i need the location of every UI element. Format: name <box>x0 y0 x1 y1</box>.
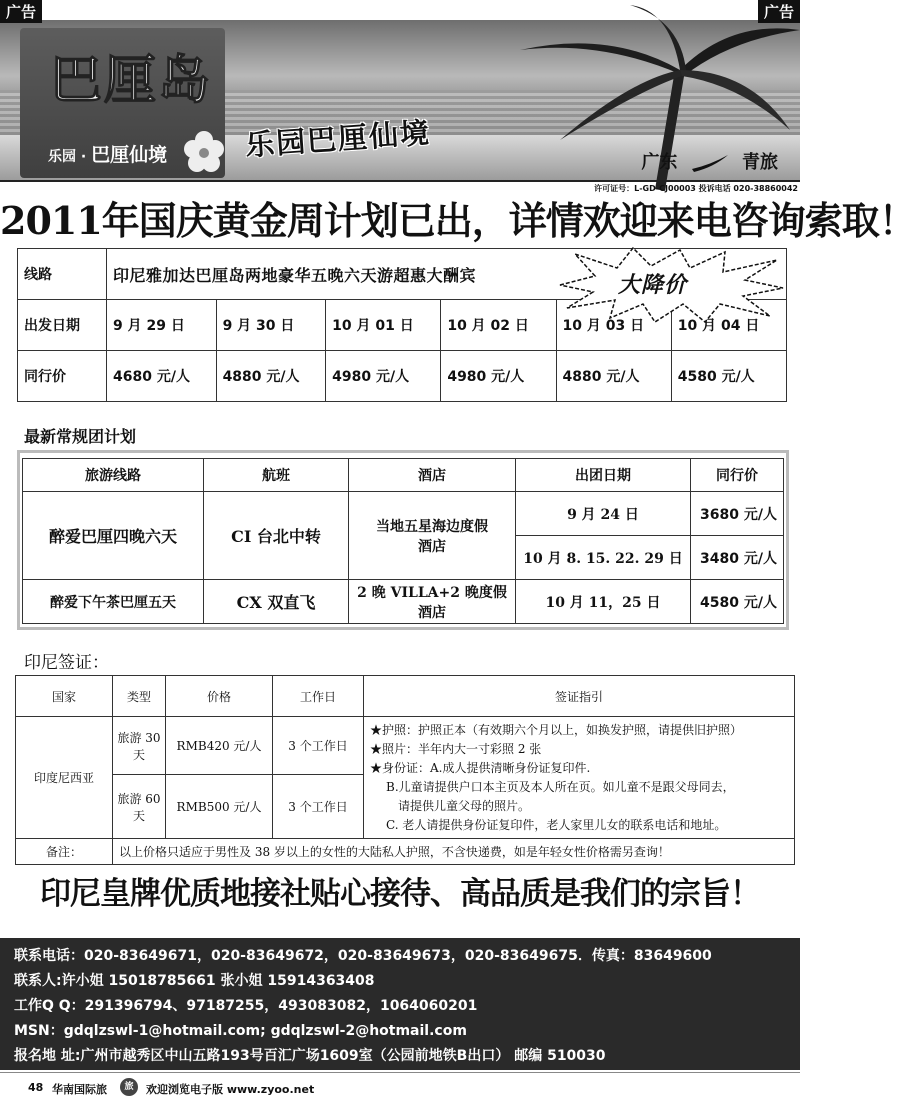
type-cell: 旅游 60 天 <box>113 775 166 839</box>
col-header: 价格 <box>166 676 273 717</box>
visa-table <box>15 675 795 865</box>
date-cell: 9 月 30 日 <box>216 300 326 351</box>
contact-panel <box>0 938 800 1070</box>
table-header-row <box>23 459 784 492</box>
guide-line: B.儿童请提供户口本主页及本人所在页。如儿童不是跟父母同去， <box>386 779 735 794</box>
col-header: 旅游线路 <box>23 459 204 492</box>
table-row <box>16 717 795 775</box>
guide-line: ★身份证：A.成人提供清晰身份证复印件. <box>370 760 591 775</box>
guide-line: ★护照：护照正本（有效期六个月以上，如换发护照，请提供旧护照） <box>370 722 743 737</box>
table-row <box>23 492 784 536</box>
table-row <box>16 839 795 865</box>
col-header: 类型 <box>113 676 166 717</box>
table-row <box>23 580 784 624</box>
price-cell: RMB420 元/人 <box>166 717 273 775</box>
price-cell: 4580 元/人 <box>671 351 786 402</box>
note-text: 以上价格只适应于男性及 38 岁以上的女性的大陆私人护照，不含快递费，如是年轻女性价格需另查询！ <box>113 839 795 865</box>
price-cell: 4680 元/人 <box>107 351 217 402</box>
license-text: 许可证号：L-GD-CJ00003 投诉电话 020-38860042 <box>594 184 798 193</box>
price-cell: 4880 元/人 <box>556 351 671 402</box>
contact-msn: MSN：gdqlzswl-1@hotmail.com; gdqlzswl-2@hotmail.com <box>14 1023 467 1039</box>
hotel-cell: 2 晚 VILLA+2 晚度假酒店 <box>349 580 516 624</box>
price-cell: 4980 元/人 <box>326 351 441 402</box>
banner-slogan: 乐园巴厘仙境 <box>244 115 433 163</box>
ad-tag-left: 广告 <box>0 0 42 23</box>
headline: 2011年国庆黄金周计划已出，详情欢迎来电咨询索取！ <box>0 198 916 243</box>
regular-table <box>22 458 784 624</box>
route-cell: 醉爱巴厘四晚六天 <box>23 492 204 580</box>
date-cell: 10 月 8. 15. 22. 29 日 <box>516 536 691 580</box>
ad-tag-right: 广告 <box>758 0 800 23</box>
price-cell: RMB500 元/人 <box>166 775 273 839</box>
date-cell: 10 月 04 日 <box>671 300 786 351</box>
swoosh-icon <box>690 153 730 173</box>
col-header: 酒店 <box>349 459 516 492</box>
guide-line: C. 老人请提供身份证复印件，老人家里儿女的联系电话和地址。 <box>386 817 727 832</box>
note-label: 备注： <box>16 839 113 865</box>
table-row <box>18 351 787 402</box>
hotel-cell: 当地五星海边度假酒店 <box>349 492 516 580</box>
table-header-row <box>16 676 795 717</box>
route-label: 线路 <box>18 249 107 300</box>
date-cell: 10 月 03 日 <box>556 300 671 351</box>
price-cell: 4880 元/人 <box>216 351 326 402</box>
contact-address: 报名地 址:广州市越秀区中山五路193号百汇广场1609室（公园前地铁B出口） 邮编 510030 <box>14 1048 606 1064</box>
page-number: 48 <box>28 1081 44 1094</box>
date-cell: 10 月 11，25 日 <box>516 580 691 624</box>
col-header: 航班 <box>204 459 349 492</box>
type-cell: 旅游 30 天 <box>113 717 166 775</box>
visa-guide <box>364 717 795 839</box>
magazine-logo-icon: 旅 <box>120 1078 138 1096</box>
magazine-name: 华南国际旅 <box>52 1083 107 1096</box>
footer <box>0 1072 800 1101</box>
col-header: 国家 <box>16 676 113 717</box>
visa-title: 印尼签证： <box>24 653 109 673</box>
footer-tagline: 欢迎浏览电子版 www.zyoo.net <box>146 1083 315 1096</box>
route-cell: 醉爱下午茶巴厘五天 <box>23 580 204 624</box>
price-label: 同行价 <box>18 351 107 402</box>
price-cell: 4980 元/人 <box>441 351 556 402</box>
date-cell: 10 月 02 日 <box>441 300 556 351</box>
banner <box>0 20 800 193</box>
guide-line: ★照片：半年内大一寸彩照 2 张 <box>370 741 542 756</box>
flight-cell: CI 台北中转 <box>204 492 349 580</box>
workdays-cell: 3 个工作日 <box>273 775 364 839</box>
date-cell: 9 月 29 日 <box>107 300 217 351</box>
country-cell: 印度尼西亚 <box>16 717 113 839</box>
date-cell: 9 月 24 日 <box>516 492 691 536</box>
route-name: 印尼雅加达巴厘岛两地豪华五晚六天游超惠大酬宾 <box>107 249 787 300</box>
flight-cell: CX 双直飞 <box>204 580 349 624</box>
col-header: 同行价 <box>691 459 784 492</box>
price-cell: 4580 元/人 <box>691 580 784 624</box>
slogan: 印尼皇牌优质地接社贴心接待、高品质是我们的宗旨！ <box>40 876 760 912</box>
workdays-cell: 3 个工作日 <box>273 717 364 775</box>
date-cell: 10 月 01 日 <box>326 300 441 351</box>
price-cell: 3480 元/人 <box>691 536 784 580</box>
agency-logo: 广东 青旅 <box>641 152 778 173</box>
contact-phone: 联系电话：020-83649671，020-83649672，020-83649673，020-83649675．传真：83649600 <box>14 948 712 964</box>
col-header: 签证指引 <box>364 676 795 717</box>
price-cell: 3680 元/人 <box>691 492 784 536</box>
logo <box>20 28 225 178</box>
contact-qq: 工作Q Q：291396794、97187255，493083082，1064060201 <box>14 998 478 1014</box>
contact-person: 联系人:许小姐 15018785661 张小姐 15914363408 <box>14 973 375 989</box>
guide-line: 请提供儿童父母的照片。 <box>398 798 531 813</box>
logo-subtitle: 乐园 · 巴厘仙境 <box>48 144 168 166</box>
regular-title: 最新常规团计划 <box>24 427 137 446</box>
logo-title: 巴厘岛 <box>50 51 213 111</box>
flower-icon <box>180 128 228 176</box>
discount-badge: 大降价 <box>618 273 688 298</box>
col-header: 出团日期 <box>516 459 691 492</box>
date-label: 出发日期 <box>18 300 107 351</box>
col-header: 工作日 <box>273 676 364 717</box>
